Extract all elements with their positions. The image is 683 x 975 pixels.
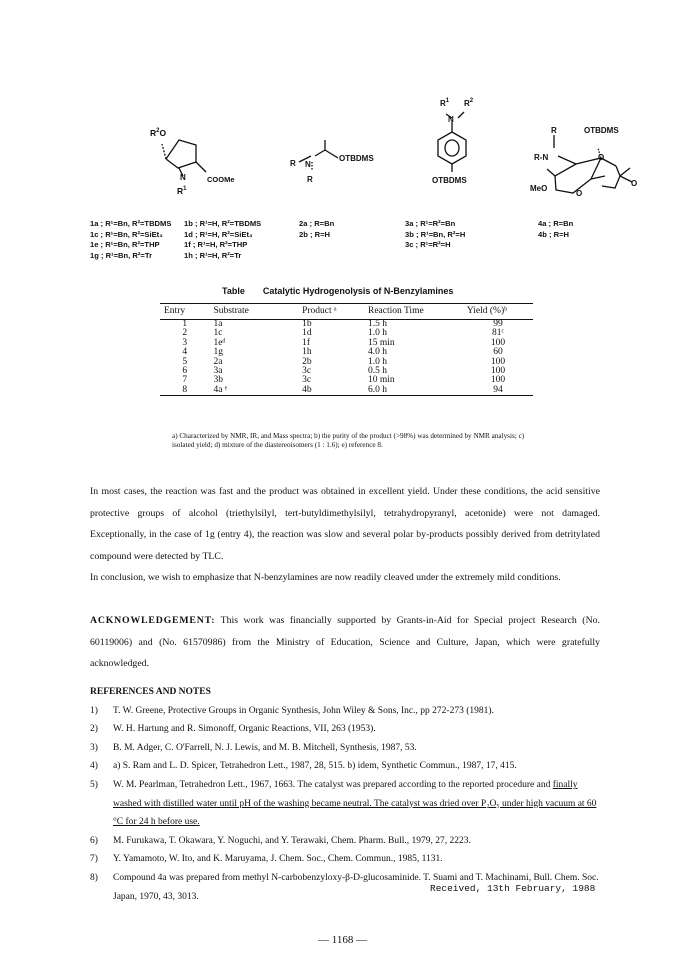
cell-yield: 60 bbox=[493, 347, 503, 358]
reference-number: 3) bbox=[90, 742, 98, 753]
s1-n: N bbox=[180, 173, 186, 182]
s4-o2: O bbox=[576, 189, 583, 198]
cell-time: 1.0 h bbox=[368, 356, 387, 367]
paragraph-conclusion: In conclusion, we wish to emphasize that N-benzylamines are now readily cleaved under the extremely mild conditions. bbox=[90, 572, 561, 583]
table-header-row bbox=[160, 304, 533, 320]
s4-rn: R-N bbox=[534, 153, 549, 162]
label-1d: 1d ; R¹=H, R²=SiEt₃ bbox=[184, 229, 253, 239]
label-4a: 4a ; R=Bn bbox=[538, 219, 574, 228]
acknowledgement bbox=[90, 610, 600, 675]
col-header-yield: Yield (%)ᵇ bbox=[463, 304, 533, 320]
label-1c: 1c ; R¹=Bn, R²=SiEt₃ bbox=[90, 229, 163, 239]
s1-ester: COOMe bbox=[207, 175, 235, 184]
cell-product: 1b bbox=[302, 319, 312, 329]
s1-r2: $R^2O$ bbox=[150, 128, 167, 138]
s3-otbdms: OTBDMS bbox=[432, 176, 467, 185]
reference-number: 6) bbox=[90, 835, 98, 846]
compound-labels-col3 bbox=[299, 219, 334, 240]
cell-yield: 100 bbox=[490, 375, 506, 386]
cell-entry: 5 bbox=[182, 356, 188, 367]
paragraph-results: In most cases, the reaction was fast and the product was obtained in excellent yield. Under these conditions, the acid sensitive protective groups of alcohol (triethylsilyl, tert-butyldimethylsilyl, tetrahydropyranyl, acetonide) were not damaged. Exceptionally, in the case of 1g (entry 4), the reaction was slow and several polar by-products possibly derived from detritylated compound were detected by TLC. bbox=[90, 486, 600, 562]
cell-entry: 3 bbox=[182, 337, 188, 348]
references-section bbox=[90, 683, 600, 906]
s4-o1: O bbox=[598, 153, 605, 162]
cell-product: 3c bbox=[302, 375, 312, 386]
reference-text: W. M. Pearlman, Tetrahedron Lett., 1967, 1663. The catalyst was prepared according to the reported procedure and bbox=[113, 779, 551, 790]
label-1f: 1f ; R¹=H, R²=THP bbox=[184, 240, 248, 249]
s2-r: R bbox=[290, 159, 296, 168]
s2-otbdms: OTBDMS bbox=[339, 154, 374, 163]
label-3a: 3a ; R¹=R²=Bn bbox=[405, 219, 456, 228]
cell-entry: 7 bbox=[182, 375, 188, 386]
reference-item bbox=[90, 720, 600, 739]
s4-meo: MeO bbox=[530, 184, 548, 193]
cell-yield: 94 bbox=[463, 386, 533, 396]
reference-item bbox=[90, 757, 600, 776]
reference-text: a) S. Ram and L. D. Spicer, Tetrahedron Lett., 1987, 28, 515. b) idem, Synthetic Commun., 1987, 17, 415. bbox=[113, 761, 517, 772]
s2-r-below: R bbox=[307, 175, 313, 184]
reference-number: 8) bbox=[90, 872, 98, 883]
col-header-reaction-time: Reaction Time bbox=[364, 304, 463, 320]
reference-number: 2) bbox=[90, 724, 98, 735]
cell-substrate: 3a bbox=[213, 366, 223, 377]
cell-substrate: 3b bbox=[213, 375, 223, 386]
cell-yield: 99 bbox=[493, 319, 503, 329]
cell-substrate: 2a bbox=[213, 356, 223, 367]
s2-n: N bbox=[305, 160, 311, 169]
reference-item bbox=[90, 832, 600, 851]
s4-otbdms: OTBDMS bbox=[584, 126, 619, 135]
label-1b: 1b ; R¹=H, R²=TBDMS bbox=[184, 219, 262, 228]
cell-entry: 8 bbox=[160, 386, 209, 396]
reference-item bbox=[90, 702, 600, 721]
reference-text-group bbox=[113, 776, 600, 832]
cell-entry: 6 bbox=[182, 366, 188, 377]
compound-labels-col5 bbox=[538, 219, 573, 240]
cell-substrate: 4a ᵉ bbox=[209, 386, 298, 396]
reference-text: T. W. Greene, Protective Groups in Organic Synthesis, John Wiley & Sons, Inc., pp 272-273 (1981). bbox=[113, 705, 494, 716]
table-title: Catalytic Hydrogenolysis of N-Benzylamines bbox=[262, 286, 454, 296]
label-1g: 1g ; R¹=Bn, R²=Tr bbox=[90, 250, 153, 260]
cell-time: 1.5 h bbox=[368, 319, 387, 329]
reference-item bbox=[90, 739, 600, 758]
cell-time: 15 min bbox=[368, 337, 395, 348]
cell-substrate: 1c bbox=[213, 328, 223, 339]
label-1h: 1h ; R¹=H, R²=Tr bbox=[184, 250, 242, 260]
cell-entry: 2 bbox=[182, 328, 188, 339]
col-header-product: Product ᵃ bbox=[298, 304, 364, 320]
received-date: Received, 13th February, 1988 bbox=[430, 883, 596, 894]
label-1a: 1a ; R¹=Bn, R²=TBDMS bbox=[90, 219, 172, 228]
cell-time: 6.0 h bbox=[364, 386, 463, 396]
references-heading: REFERENCES AND NOTES bbox=[90, 687, 211, 697]
col-header-substrate: Substrate bbox=[209, 304, 298, 320]
cell-entry: 4 bbox=[182, 347, 188, 358]
reference-text: W. H. Hartung and R. Simonoff, Organic Reactions, VII, 263 (1953). bbox=[113, 724, 376, 735]
structure-pyrrolidine bbox=[162, 140, 206, 176]
reference-underlined-note: finally washed with distilled water until pH of the washing became neutral. The catalyst was dried over P₂O₅ under high vacuum at 60 °C for 24 h before use. bbox=[113, 779, 597, 828]
s3-r1: $R^1$ bbox=[440, 98, 450, 108]
cell-product: 4b bbox=[298, 386, 364, 396]
table-label: Table bbox=[222, 286, 245, 296]
table-caption bbox=[222, 286, 471, 296]
cell-time: 0.5 h bbox=[368, 366, 387, 377]
reference-item bbox=[90, 776, 600, 832]
structure-glucosamine bbox=[547, 135, 632, 193]
compound-labels-col1 bbox=[90, 219, 171, 261]
cell-substrate: 1g bbox=[213, 347, 223, 358]
cell-entry: 1 bbox=[182, 319, 188, 329]
results-table bbox=[160, 303, 533, 396]
cell-product: 1h bbox=[302, 347, 312, 358]
label-3c: 3c ; R¹=R²=H bbox=[405, 240, 451, 249]
label-2b: 2b ; R=H bbox=[299, 229, 331, 239]
label-2a: 2a ; R=Bn bbox=[299, 219, 335, 228]
reference-text: B. M. Adger, C. O'Farrell, N. J. Lewis, and M. B. Mitchell, Synthesis, 1987, 53. bbox=[113, 742, 417, 753]
label-3b: 3b ; R¹=Bn, R²=H bbox=[405, 229, 466, 239]
reference-number: 5) bbox=[90, 779, 98, 790]
chemical-structures bbox=[0, 0, 683, 210]
cell-product: 3c bbox=[302, 366, 312, 377]
cell-time: 4.0 h bbox=[368, 347, 387, 358]
compound-labels-col2 bbox=[184, 219, 261, 261]
cell-product: 1d bbox=[302, 328, 312, 339]
s3-n: N bbox=[448, 115, 454, 124]
reference-number: 1) bbox=[90, 705, 98, 716]
s1-r1: $R^1$ bbox=[177, 186, 187, 196]
cell-product: 1f bbox=[302, 337, 310, 348]
reference-text: M. Furukawa, T. Okawara, Y. Noguchi, and Y. Terawaki, Chem. Pharm. Bull., 1979, 27, 2223. bbox=[113, 835, 471, 846]
s4-o3: O bbox=[631, 179, 638, 188]
label-1e: 1e ; R¹=Bn, R²=THP bbox=[90, 240, 160, 249]
cell-yield: 81ᶜ bbox=[491, 328, 504, 339]
acknowledgement-heading: ACKNOWLEDGEMENT: bbox=[90, 615, 216, 626]
cell-yield: 100 bbox=[490, 366, 506, 377]
cell-product: 2b bbox=[302, 356, 312, 367]
reference-text: Y. Yamamoto, W. Ito, and K. Maruyama, J. Chem. Soc., Chem. Commun., 1985, 1131. bbox=[113, 854, 443, 865]
reference-number: 7) bbox=[90, 854, 98, 865]
label-4b: 4b ; R=H bbox=[538, 229, 570, 239]
cell-time: 10 min bbox=[368, 375, 395, 386]
reference-text: Compound 4a was prepared from methyl N-carbobenzyloxy-β-D-glucosaminide. T. Suami and T. Machinami, Bull. Chem. Soc. Japan, 1970, 43, 3013. bbox=[113, 872, 599, 902]
col-header-entry: Entry bbox=[160, 304, 209, 320]
reference-item bbox=[90, 850, 600, 869]
acknowledgement-text: This work was financially supported by Grants-in-Aid for Special project Research (No. 60119006) and (No. 61570986) from the Ministry of Education, Science and Culture, Japan, which were gratefully acknowledged. bbox=[90, 615, 600, 669]
cell-yield: 100 bbox=[490, 356, 506, 367]
cell-substrate: 1eᵈ bbox=[213, 337, 226, 348]
table-footnote: a) Characterized by NMR, IR, and Mass spectra; b) the purity of the product (>98%) was determined by NMR analysis; c) isolated yield; d) mixture of the diastereoisomers (1 : 1.6); e) reference 8. bbox=[172, 432, 525, 450]
cell-substrate: 1a bbox=[213, 319, 223, 329]
s4-r: R bbox=[551, 126, 557, 135]
s3-r2: $R^2$ bbox=[464, 98, 474, 108]
cell-time: 1.0 h bbox=[368, 328, 387, 339]
reference-number: 4) bbox=[90, 761, 98, 772]
page-number: — 1168 — bbox=[318, 934, 368, 946]
table-row bbox=[160, 386, 533, 396]
cell-yield: 100 bbox=[490, 337, 506, 348]
compound-labels-col4 bbox=[405, 219, 465, 251]
